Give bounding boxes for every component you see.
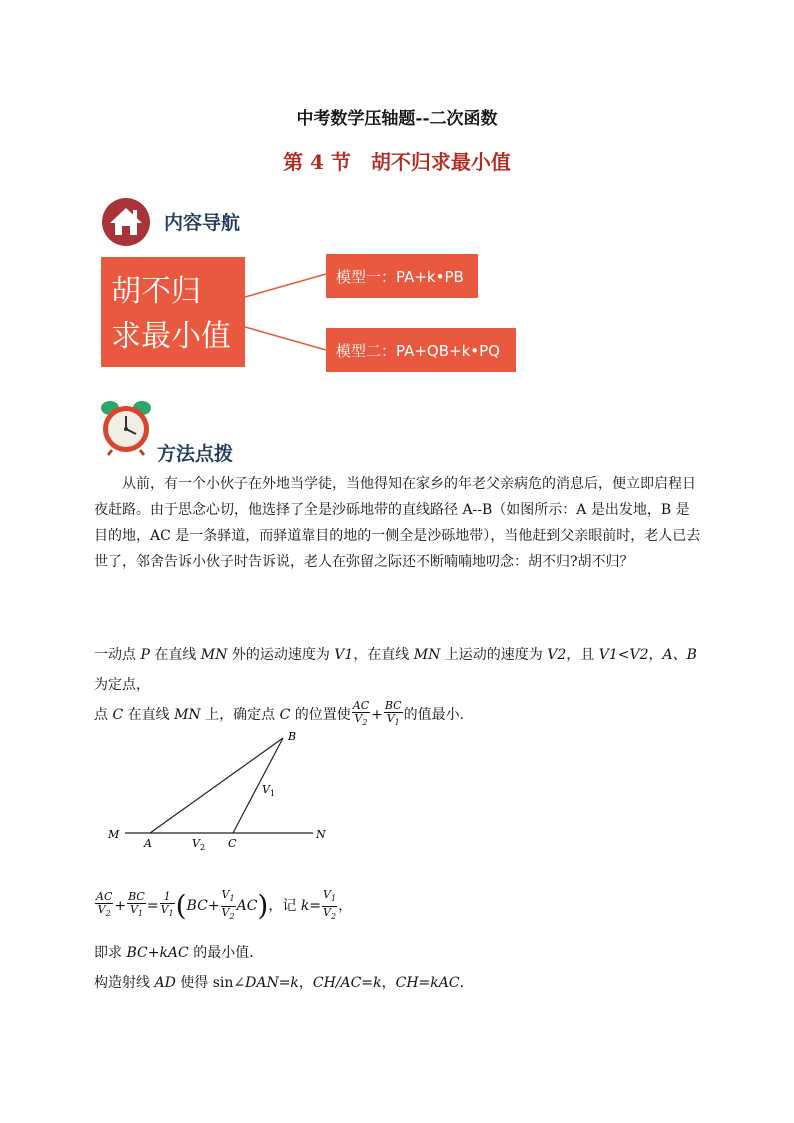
method-heading: 方法点拨 (157, 443, 234, 465)
fraction-ac-v2: $\frac{AC}{V_2}$ (352, 699, 370, 728)
label-c: C (228, 837, 237, 850)
model-1-box: 模型一：PA+k•PB (326, 254, 478, 298)
connector-lines (245, 270, 330, 360)
home-icon (101, 197, 151, 247)
problem-statement: 一动点 P 在直线 MN 外的运动速度为 V1，在直线 MN 上运动的速度为 V2，且 V1<V2，A、B 为定点， 点 C 在直线 MN 上，确定点 C 的位置使 $\frac{AC}{V_2}$ + $\frac{BC}{V_1}$ 的值最小． (94, 647, 697, 728)
alarm-clock-icon (96, 396, 156, 456)
fraction-bc-v1: $\frac{BC}{V_1}$ (384, 699, 402, 728)
label-n: N (316, 828, 326, 841)
label-v2: $V_2$ (192, 837, 206, 852)
label-a: A (144, 837, 152, 850)
formula-frac-1-v1: $\frac{1}{V_1}$ (160, 890, 174, 919)
topic-line-2: 求最小值 (111, 319, 231, 354)
nav-heading: 内容导航 (164, 212, 241, 234)
label-m: M (108, 828, 120, 841)
label-b: B (288, 730, 297, 743)
formula-frac-k: $\frac{V_1}{V_2}$ (323, 888, 337, 921)
story-paragraph: 从前，有一个小伙子在外地当学徒，当他得知在家乡的年老父亲病危的消息后，便立即启程日夜赶路。由于思念心切，他选择了全是沙砾地带的直线路径 A--B（如图所示：A 是出发地，B 是目的地，AC 是一条驿道，而驿道靠目的地的一侧全是沙砾地带），当他赶到父亲眼前时，老人已去世了，邻舍告诉小伙子时告诉说，老人在弥留之际还不断喃喃地叨念：胡不归?胡不归？ (94, 476, 701, 570)
geometry-diagram (100, 725, 340, 855)
formula-line: $\frac{AC}{V_2}$ + $\frac{BC}{V_1}$ = $\frac{1}{V_1}$ (BC+ $\frac{V_1}{V_2}$ AC)，记 k= $\frac{V_1}{V_2}$ ， (96, 888, 353, 922)
conclusion-line-2: 构造射线 AD 使得 sin∠DAN=k，CH/AC=k，CH=kAC． (94, 975, 474, 991)
label-v1: $V_1$ (262, 783, 276, 798)
topic-box (101, 257, 245, 367)
page-title: 中考数学压轴题--二次函数 (296, 109, 498, 129)
section-title: 第 4 节 胡不归求最小值 (283, 150, 511, 174)
conclusion-line-1: 即求 BC+kAC 的最小值． (94, 945, 264, 961)
model-2-box: 模型二：PA+QB+k•PQ (326, 328, 516, 372)
topic-line-1: 胡不归 (111, 274, 201, 309)
formula-frac-v1-v2: $\frac{V_1}{V_2}$ (221, 888, 235, 921)
segment-bc (233, 738, 283, 833)
formula-frac-bc-v1: $\frac{BC}{V_1}$ (128, 890, 145, 919)
formula-frac-ac-v2: $\frac{AC}{V_2}$ (96, 890, 113, 919)
